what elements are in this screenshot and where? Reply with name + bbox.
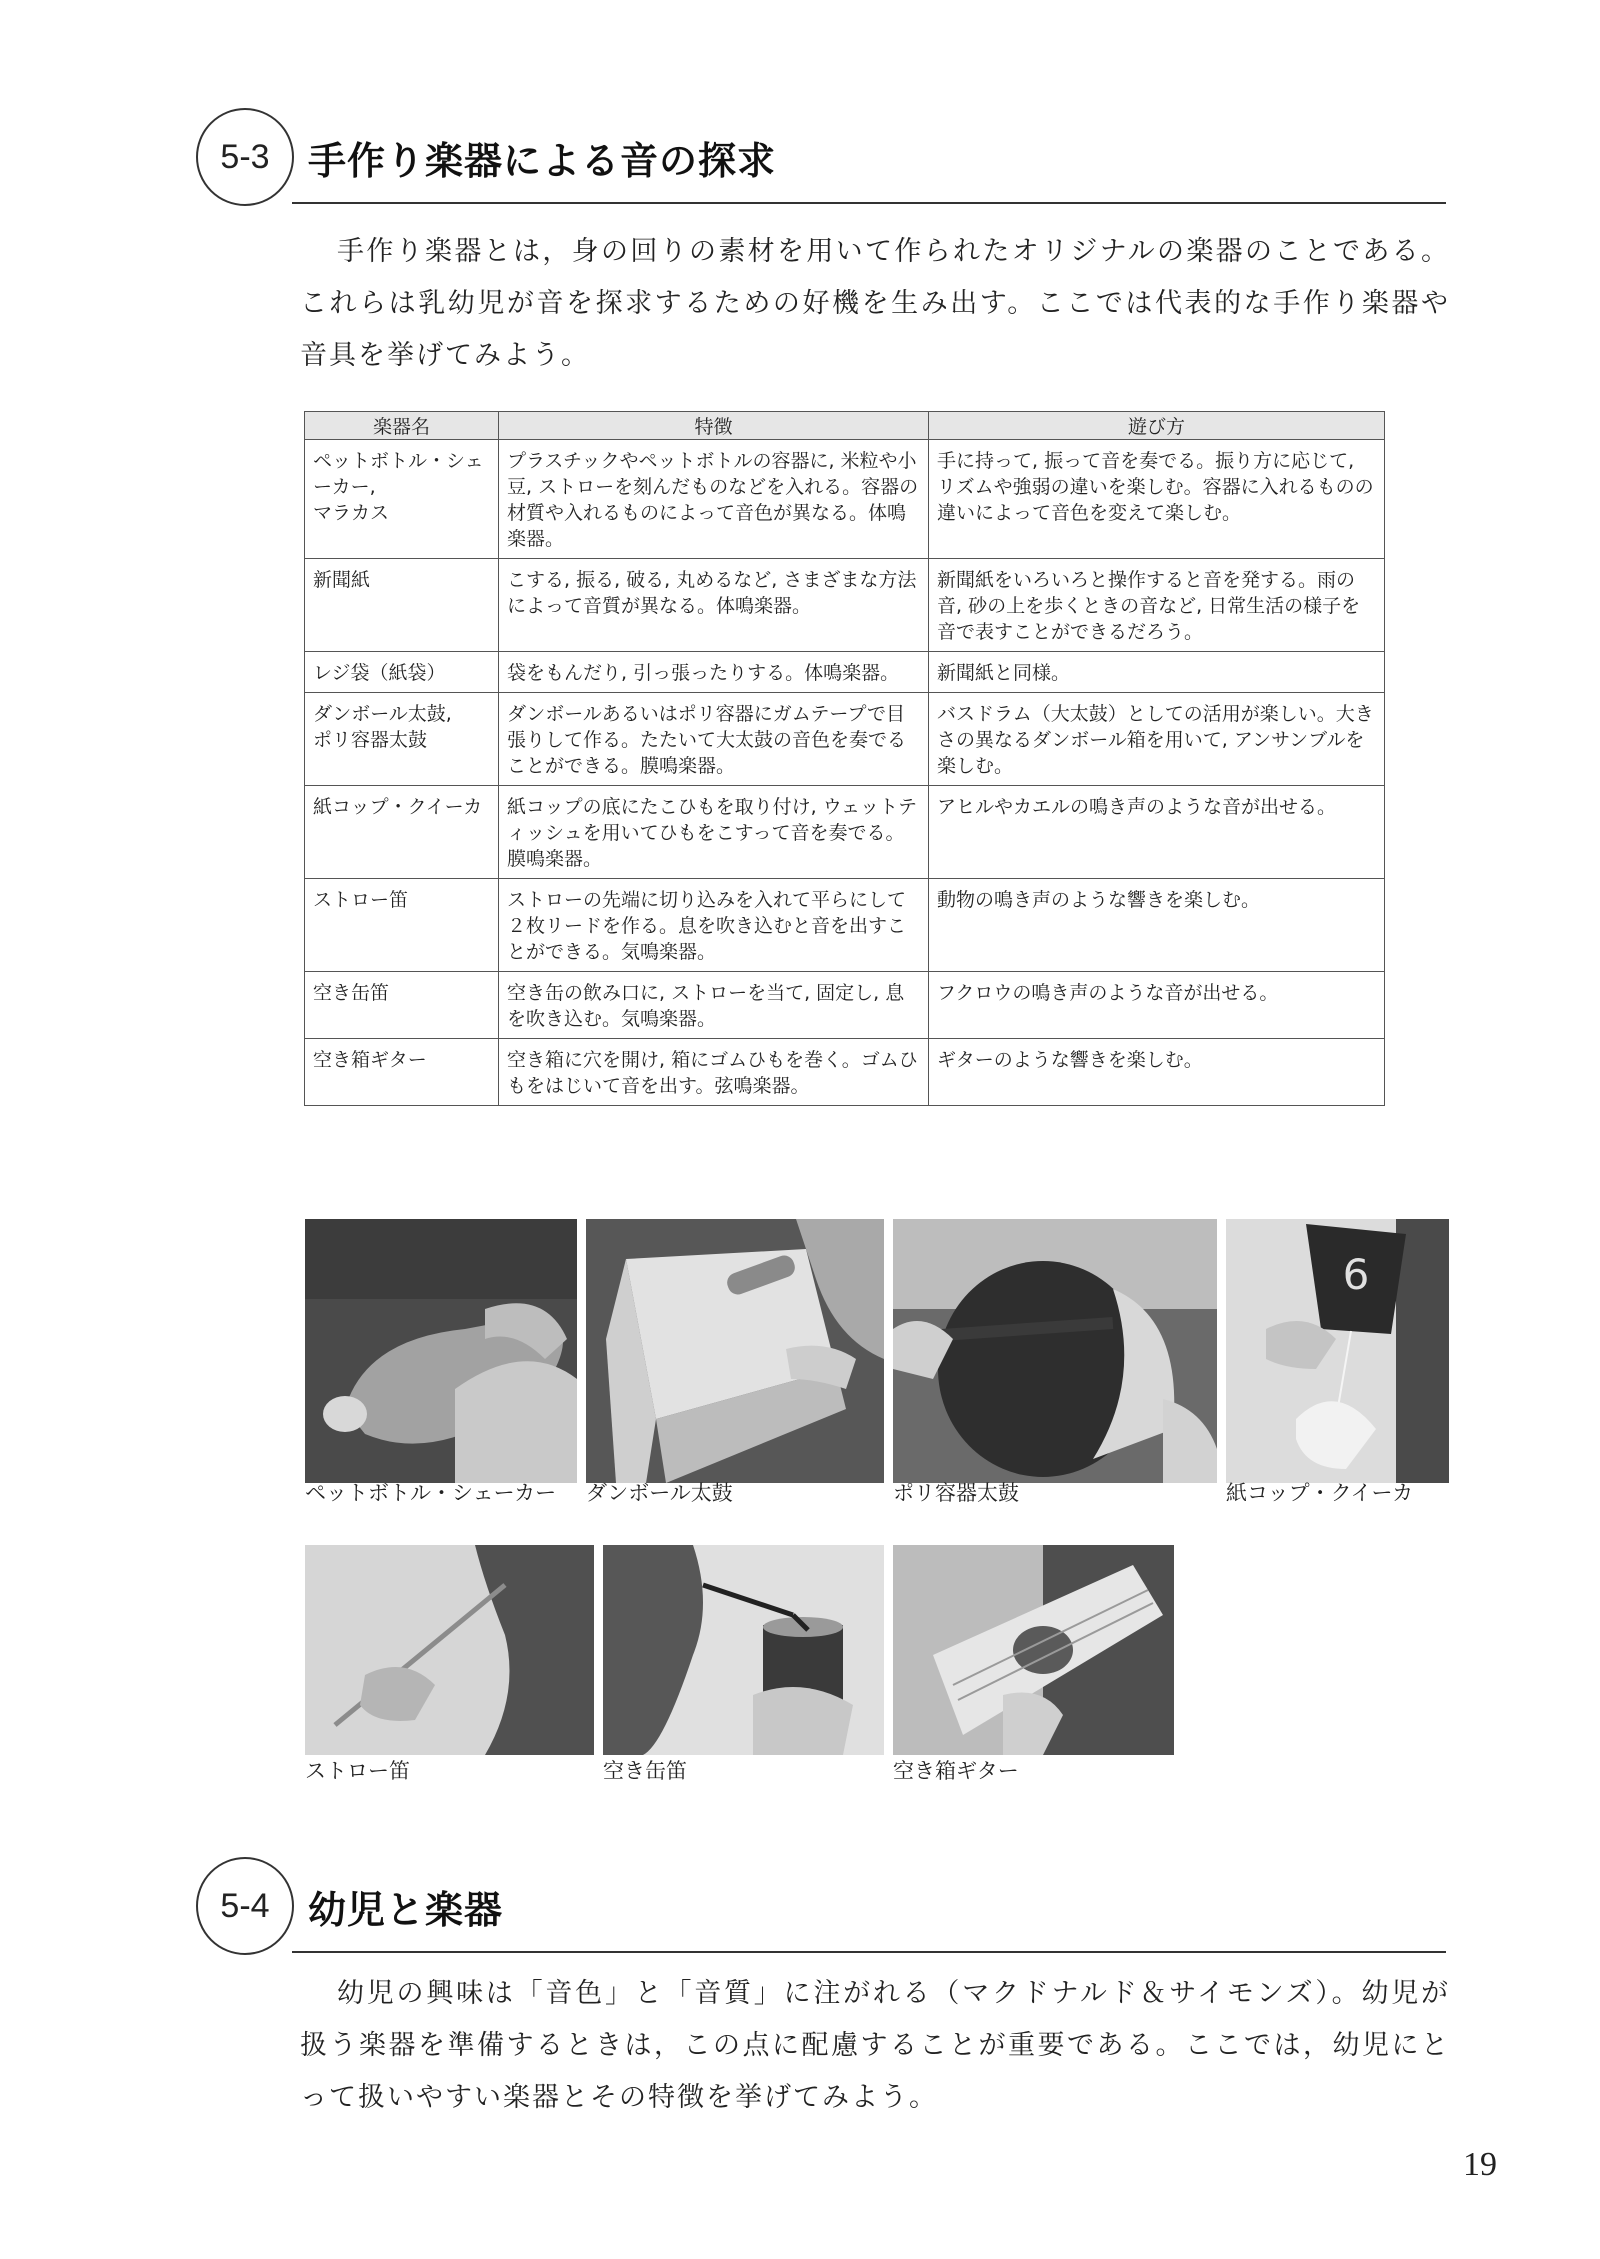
table-header-row (305, 412, 1385, 440)
play-cell: 手に持って, 振って音を奏でる。振り方に応じて, リズムや強弱の違いを楽しむ。容器に入れるものの違いによって音色を変えて楽しむ。 (929, 440, 1385, 559)
section-title: 手作り楽器による音の探求 (308, 139, 777, 183)
table-row (305, 440, 1385, 559)
instrument-table (304, 411, 1385, 1106)
header-play: 遊び方 (929, 412, 1385, 440)
feature-cell: プラスチックやペットボトルの容器に, 米粒や小豆, ストローを刻んだものなどを入れる。容器の材質や入れるものによって音色が異なる。体鳴楽器。 (499, 440, 929, 559)
instrument-name-cell: ストロー笛 (305, 879, 499, 972)
feature-cell: ダンボールあるいはポリ容器にガムテープで目張りして作る。たたいて大太鼓の音色を奏でることができる。膜鳴楽器。 (499, 693, 929, 786)
play-cell: 動物の鳴き声のような響きを楽しむ。 (929, 879, 1385, 972)
play-cell: 新聞紙と同様。 (929, 652, 1385, 693)
section-5-3-heading (196, 108, 1446, 208)
table-row (305, 693, 1385, 786)
section-5-4-paragraph: 幼児の興味は「音色」と「音質」に注がれる（マクドナルド＆サイモンズ）。幼児が扱う楽器を準備するときは，この点に配慮することが重要である。ここでは，幼児にとって扱いやすい楽器とその特徴を挙げてみよう。 (300, 1978, 1450, 2113)
instrument-name-cell: ダンボール太鼓, ポリ容器太鼓 (305, 693, 499, 786)
instrument-name-cell: 空き缶笛 (305, 972, 499, 1039)
cardboard-drum-photo (586, 1219, 884, 1483)
photo-caption: ペットボトル・シェーカー (305, 1481, 557, 1505)
instrument-name-cell: 新聞紙 (305, 559, 499, 652)
header-feature: 特徴 (499, 412, 929, 440)
intro-paragraph: 手作り楽器とは，身の回りの素材を用いて作られたオリジナルの楽器のことである。これらは乳幼児が音を探求するための好機を生み出す。ここでは代表的な手作り楽器や音具を挙げてみよう。 (300, 236, 1450, 371)
play-cell: アヒルやカエルの鳴き声のような音が出せる。 (929, 786, 1385, 879)
photo-caption: 紙コップ・クイーカ (1226, 1481, 1414, 1505)
section-number: 5-4 (220, 1887, 270, 1925)
table-row (305, 1039, 1385, 1106)
section-5-4-heading (196, 1857, 1446, 1957)
feature-cell: 紙コップの底にたこひもを取り付け, ウェットティッシュを用いてひもをこすって音を奏でる。膜鳴楽器。 (499, 786, 929, 879)
instrument-name-cell: ペットボトル・シェーカー, マラカス (305, 440, 499, 559)
heading-rule (292, 1951, 1446, 1953)
svg-text:6: 6 (1342, 1250, 1370, 1299)
photo-caption: 空き缶笛 (603, 1759, 687, 1783)
table-row (305, 786, 1385, 879)
instrument-name-cell: 紙コップ・クイーカ (305, 786, 499, 879)
play-cell: 新聞紙をいろいろと操作すると音を発する。雨の音, 砂の上を歩くときの音など, 日常生活の様子を音で表すことができるだろう。 (929, 559, 1385, 652)
section-title: 幼児と楽器 (308, 1888, 504, 1932)
feature-cell: こする, 振る, 破る, 丸めるなど, さまざまな方法によって音質が異なる。体鳴楽器。 (499, 559, 929, 652)
feature-cell: 空き箱に穴を開け, 箱にゴムひもを巻く。ゴムひもをはじいて音を出す。弦鳴楽器。 (499, 1039, 929, 1106)
play-cell: バスドラム（大太鼓）としての活用が楽しい。大きさの異なるダンボール箱を用いて, アンサンブルを楽しむ。 (929, 693, 1385, 786)
table-row (305, 879, 1385, 972)
photo-caption: 空き箱ギター (893, 1759, 1019, 1783)
feature-cell: 空き缶の飲み口に, ストローを当て, 固定し, 息を吹き込む。気鳴楽器。 (499, 972, 929, 1039)
table-row (305, 652, 1385, 693)
table-row (305, 972, 1385, 1039)
table-row (305, 559, 1385, 652)
heading-rule (292, 202, 1446, 204)
straw-whistle-photo (305, 1545, 594, 1755)
photo-caption: ストロー笛 (305, 1759, 410, 1783)
play-cell: フクロウの鳴き声のような音が出せる。 (929, 972, 1385, 1039)
feature-cell: ストローの先端に切り込みを入れて平らにして２枚リードを作る。息を吹き込むと音を出すことができる。気鳴楽器。 (499, 879, 929, 972)
instrument-name-cell: レジ袋（紙袋） (305, 652, 499, 693)
page-number: 19 (1463, 2146, 1497, 2183)
photo-caption: ポリ容器太鼓 (893, 1481, 1019, 1505)
box-guitar-photo (893, 1545, 1174, 1755)
poly-drum-photo (893, 1219, 1217, 1483)
instrument-name-cell: 空き箱ギター (305, 1039, 499, 1106)
play-cell: ギターのような響きを楽しむ。 (929, 1039, 1385, 1106)
can-whistle-photo (603, 1545, 884, 1755)
header-name: 楽器名 (305, 412, 499, 440)
photo-caption: ダンボール太鼓 (586, 1481, 733, 1505)
bottle-shaker-photo (305, 1219, 577, 1483)
section-number: 5-3 (220, 138, 270, 176)
paper-cup-cuica-photo (1226, 1219, 1449, 1483)
feature-cell: 袋をもんだり, 引っ張ったりする。体鳴楽器。 (499, 652, 929, 693)
